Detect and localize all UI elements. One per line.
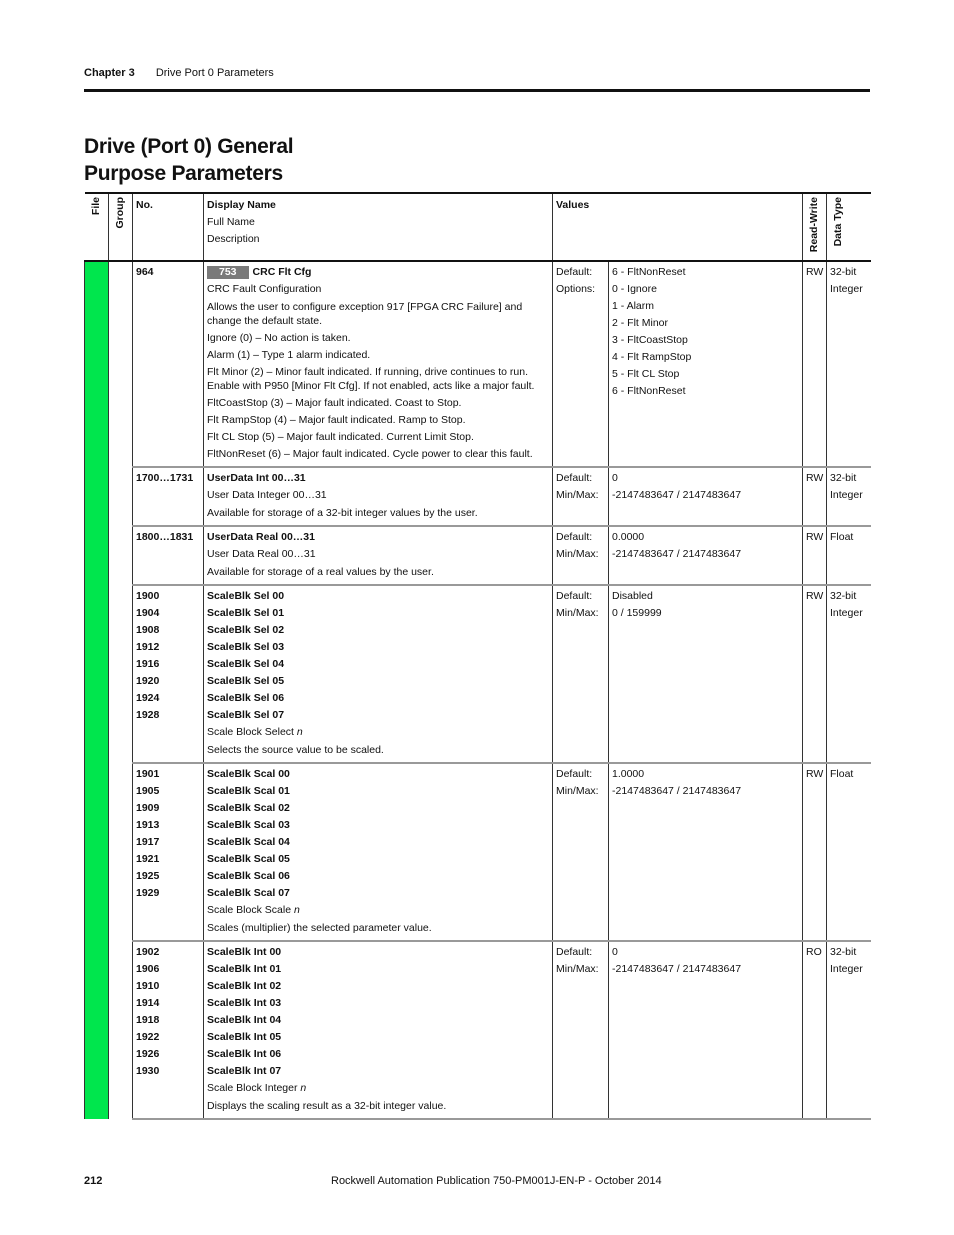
full-name: CRC Fault Configuration: [207, 283, 322, 296]
value-labels: Default: Min/Max:: [553, 941, 609, 1119]
parameter-table: [84, 192, 871, 1120]
full-name: Scale Block Scale n: [207, 904, 300, 917]
value-values: 1.0000 -2147483647 / 2147483647: [609, 763, 803, 941]
description-line: Selects the source value to be scaled.: [207, 744, 384, 757]
display-name: ScaleBlk Sel 02: [207, 624, 285, 637]
col-file: File: [85, 193, 109, 261]
data-type: Float: [827, 763, 871, 941]
description-line: Flt RampStop (4) – Major fault indicated. Ramp to Stop.: [207, 414, 466, 427]
description-line: Displays the scaling result as a 32-bit integer value.: [207, 1100, 447, 1113]
table-row: [85, 585, 871, 763]
full-name: User Data Integer 00…31: [207, 489, 327, 502]
full-name: User Data Real 00…31: [207, 548, 316, 561]
table-row: [85, 763, 871, 941]
param-description: [204, 467, 553, 526]
display-name: ScaleBlk Sel 04: [207, 658, 285, 671]
display-name: ScaleBlk Scal 02: [207, 802, 290, 815]
display-name: ScaleBlk Sel 06: [207, 692, 285, 705]
read-write: RW: [803, 526, 827, 585]
param-description: [204, 261, 553, 467]
read-write: RW: [803, 763, 827, 941]
header-rule: [84, 89, 870, 92]
description-line: Available for storage of a real values by the user.: [207, 566, 434, 579]
param-description: [204, 763, 553, 941]
data-type: 32-bit Integer: [827, 467, 871, 526]
value-labels: Default: Options:: [553, 261, 609, 467]
table-row: [85, 941, 871, 1119]
read-write: RW: [803, 261, 827, 467]
data-type: Float: [827, 526, 871, 585]
display-name: UserData Int 00…31: [207, 472, 306, 485]
value-values: 0 -2147483647 / 2147483647: [609, 941, 803, 1119]
param-number: 964: [133, 261, 204, 467]
value-labels: Default: Min/Max:: [553, 763, 609, 941]
param-description: [204, 526, 553, 585]
param-description: [204, 585, 553, 763]
table-row: [85, 526, 871, 585]
display-name: UserData Real 00…31: [207, 531, 315, 544]
value-values: 6 - FltNonReset 0 - Ignore 1 - Alarm 2 - Flt Minor 3 - FltCoastStop 4 - Flt RampStop 5 - Flt CL Stop 6 - FltNonReset: [609, 261, 803, 467]
table-row: [85, 261, 871, 467]
display-name: ScaleBlk Sel 07: [207, 709, 285, 722]
description-line: Scales (multiplier) the selected parameter value.: [207, 922, 432, 935]
running-header: [84, 67, 274, 79]
display-name: ScaleBlk Sel 05: [207, 675, 285, 688]
param-number: 1902 1906 1910 1914 1918 1922 1926 1930: [133, 941, 204, 1119]
full-name: Scale Block Select n: [207, 726, 303, 739]
display-name: ScaleBlk Int 02: [207, 980, 282, 993]
param-number: 1700…1731: [133, 467, 204, 526]
display-name: ScaleBlk Sel 03: [207, 641, 285, 654]
port-badge: 753: [207, 266, 249, 279]
data-type: 32-bit Integer: [827, 941, 871, 1119]
value-labels: Default: Min/Max:: [553, 585, 609, 763]
value-labels: Default: Min/Max:: [553, 526, 609, 585]
param-number: 1900 1904 1908 1912 1916 1920 1924 1928: [133, 585, 204, 763]
page-title: Drive (Port 0) General Purpose Parameters: [84, 135, 294, 185]
page-number: 212: [84, 1175, 103, 1187]
col-values: Values: [553, 193, 803, 261]
read-write: RW: [803, 585, 827, 763]
description-line: Available for storage of a 32-bit integer values by the user.: [207, 507, 478, 520]
display-name: ScaleBlk Sel 01: [207, 607, 285, 620]
value-values: 0 -2147483647 / 2147483647: [609, 467, 803, 526]
display-name: ScaleBlk Int 07: [207, 1065, 282, 1078]
chapter-label: Chapter 3: [84, 67, 135, 79]
value-labels: Default: Min/Max:: [553, 467, 609, 526]
file-band: [85, 261, 109, 1119]
display-name: ScaleBlk Scal 05: [207, 853, 290, 866]
display-name: ScaleBlk Int 00: [207, 946, 282, 959]
col-read-write: Read-Write: [803, 193, 827, 261]
col-no: No.: [133, 193, 204, 261]
display-name: ScaleBlk Int 06: [207, 1048, 282, 1061]
display-name: ScaleBlk Scal 06: [207, 870, 290, 883]
display-name: ScaleBlk Int 01: [207, 963, 282, 976]
display-name: ScaleBlk Sel 00: [207, 590, 285, 603]
read-write: RO: [803, 941, 827, 1119]
display-name: ScaleBlk Scal 00: [207, 768, 290, 781]
description-line: FltNonReset (6) – Major fault indicated. Cycle power to clear this fault.: [207, 448, 533, 461]
read-write: RW: [803, 467, 827, 526]
group-cell: [109, 261, 133, 1119]
display-name: CRC Flt Cfg: [252, 266, 312, 279]
param-number: 1901 1905 1909 1913 1917 1921 1925 1929: [133, 763, 204, 941]
description-line: Alarm (1) – Type 1 alarm indicated.: [207, 349, 371, 362]
description-line: FltCoastStop (3) – Major fault indicated. Coast to Stop.: [207, 397, 462, 410]
section-label: Drive Port 0 Parameters: [155, 67, 274, 79]
data-type: 32-bit Integer: [827, 585, 871, 763]
param-description: [204, 941, 553, 1119]
display-name: ScaleBlk Int 05: [207, 1031, 282, 1044]
display-name: ScaleBlk Scal 07: [207, 887, 290, 900]
table-row: [85, 467, 871, 526]
col-display-name: Display Name Full Name Description: [204, 193, 553, 261]
description-line: Flt Minor (2) – Minor fault indicated. If running, drive continues to run. Enable with P950 [Minor Flt Cfg]. If not enabled, acts like a major fault.: [207, 366, 535, 393]
full-name: Scale Block Integer n: [207, 1082, 307, 1095]
display-name: ScaleBlk Scal 03: [207, 819, 290, 832]
display-name: ScaleBlk Scal 04: [207, 836, 290, 849]
value-values: Disabled 0 / 159999: [609, 585, 803, 763]
description-line: Ignore (0) – No action is taken.: [207, 332, 351, 345]
data-type: 32-bit Integer: [827, 261, 871, 467]
publication-info: Rockwell Automation Publication 750-PM001J-EN-P - October 2014: [331, 1175, 662, 1187]
col-group: Group: [109, 193, 133, 261]
description-line: Allows the user to configure exception 917 [FPGA CRC Failure] and change the default state.: [207, 301, 523, 328]
param-number: 1800…1831: [133, 526, 204, 585]
col-data-type: Data Type: [827, 193, 871, 261]
display-name: ScaleBlk Int 03: [207, 997, 282, 1010]
display-name: ScaleBlk Scal 01: [207, 785, 290, 798]
display-name: ScaleBlk Int 04: [207, 1014, 282, 1027]
description-line: Flt CL Stop (5) – Major fault indicated. Current Limit Stop.: [207, 431, 474, 444]
value-values: 0.0000 -2147483647 / 2147483647: [609, 526, 803, 585]
